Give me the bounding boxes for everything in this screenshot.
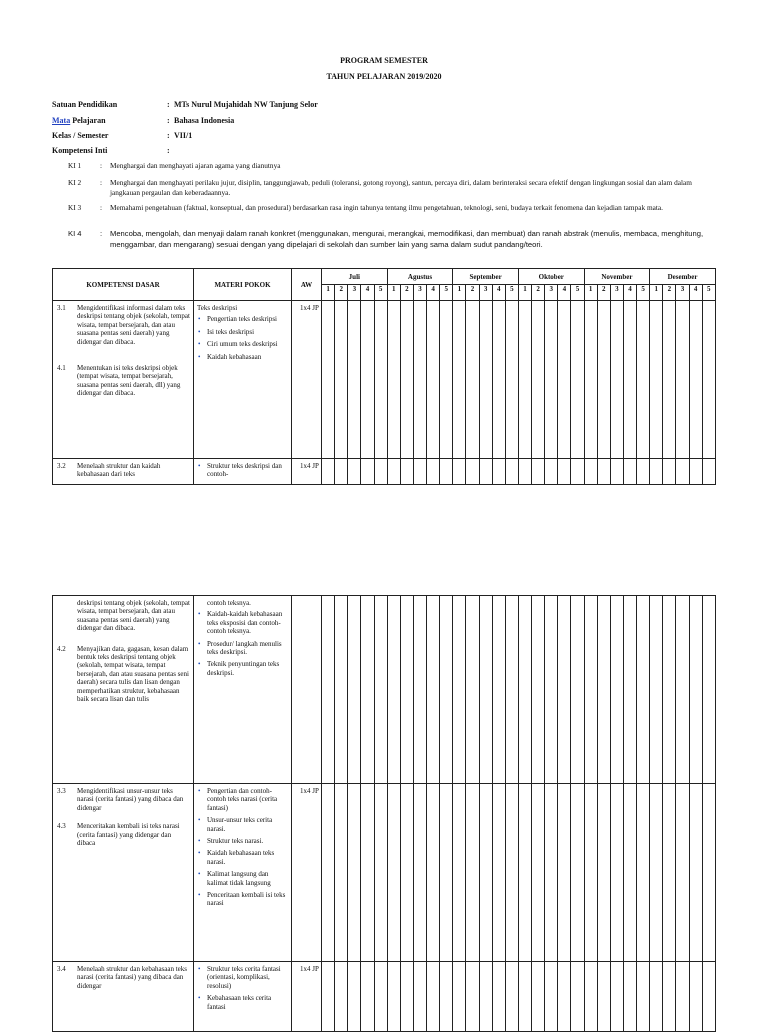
aw-cell	[292, 301, 322, 459]
week-number: 4	[623, 285, 636, 301]
week-number: 5	[374, 285, 387, 301]
materi-item: • Pengertian dan contoh-contoh teks narasi (cerita fantasi)	[207, 787, 289, 812]
week-number: 3	[348, 285, 361, 301]
aw-cell	[292, 962, 322, 1032]
kd-text: Menceritakan kembali isi teks narasi (cerita fantasi) yang didengar dan dibaca	[77, 822, 180, 848]
week-number: 5	[571, 285, 584, 301]
week-number: 1	[322, 285, 335, 301]
week-number: 4	[492, 285, 505, 301]
kd-text: Menyajikan data, gagasan, kesan dalam bentuk teks deskripsi tentang objek (sekolah, tempat wisata, tempat bersejarah, dan atau suasana pentas seni daerah) secara tulis dan lisan dengan memperhatikan struktur, kebahasaan baik secara lisan dan tulis	[77, 644, 189, 704]
ki-code: KI 1	[68, 161, 82, 170]
materi-cell	[194, 784, 292, 962]
ki-text: Menghargai dan menghayati perilaku jujur, disiplin, tanggungjawab, peduli (toleransi, gotong royong), santun, percaya diri, dalam berinteraksi secara efektif dengan lingkungan sosial dan alam dalam jangkauan pergaulan dan keberadaannya.	[110, 178, 692, 197]
week-number: 2	[335, 285, 348, 301]
ki-code: KI 2	[68, 178, 82, 187]
colon: :	[167, 116, 170, 125]
kd-text: Mengidentifikasi unsur-unsur teks narasi (cerita fantasi) yang dibaca dan didengar	[77, 787, 184, 812]
materi-cell	[194, 596, 292, 784]
ki-code: KI 4	[68, 229, 82, 238]
table-row	[53, 459, 716, 485]
identity-value: VII/1	[174, 131, 193, 140]
materi-continuation: contoh teksnya.	[207, 599, 251, 607]
kd-number: 3.3	[57, 787, 66, 795]
month-header: Oktober	[518, 269, 584, 285]
aw-value: 1x4 JP	[300, 965, 319, 973]
kd-cell	[53, 962, 194, 1032]
week-number: 1	[584, 285, 597, 301]
identity-label: Kompetensi Inti	[52, 146, 108, 155]
colon: :	[100, 178, 103, 187]
header-materi-pokok: MATERI POKOK	[194, 269, 292, 301]
mata-link[interactable]: Mata	[52, 116, 71, 125]
week-number: 3	[545, 285, 558, 301]
colon: :	[100, 229, 103, 238]
month-header: November	[584, 269, 650, 285]
kd-text: Menentukan isi teks deskripsi objek (tempat wisata, tempat bersejarah, suasana pentas seni daerah, dll) yang didengar dan dibaca.	[77, 364, 181, 398]
colon: :	[100, 161, 103, 170]
colon: :	[100, 203, 103, 212]
materi-item: • Kaidah kebahasaan teks narasi.	[207, 849, 289, 866]
identity-label-text: Pelajaran	[72, 116, 106, 125]
week-number: 5	[637, 285, 650, 301]
schedule-table-page1	[52, 268, 716, 485]
kd-number: 3.2	[57, 462, 66, 470]
week-number: 1	[650, 285, 663, 301]
kd-text: Menelaah struktur dan kaidah kebahasaan dari teks	[77, 462, 161, 479]
page-subtitle: TAHUN PELAJARAN 2019/2020	[326, 72, 442, 81]
week-number: 4	[689, 285, 702, 301]
kd-cell	[53, 301, 194, 459]
colon: :	[167, 146, 170, 155]
page-title: PROGRAM SEMESTER	[340, 56, 428, 65]
materi-cell	[194, 459, 292, 485]
materi-item: • Kebahasaan teks cerita fantasi	[207, 994, 289, 1011]
schedule-table-page2	[52, 595, 716, 1032]
identity-label: Satuan Pendidikan	[52, 100, 118, 109]
week-number: 3	[676, 285, 689, 301]
table-row	[53, 596, 716, 784]
week-number: 3	[610, 285, 623, 301]
ki-text: Menghargai dan menghayati ajaran agama yang dianutnya	[110, 161, 281, 170]
aw-cell	[292, 459, 322, 485]
identity-value: Bahasa Indonesia	[174, 116, 235, 125]
aw-cell	[292, 596, 322, 784]
month-header: September	[453, 269, 519, 285]
materi-item: • Kalimat langsung dan kalimat tidak langsung	[207, 870, 289, 887]
materi-item: • Teknik penyuntingan teks deskripsi.	[207, 660, 289, 677]
materi-item: • Prosedur/ langkah menulis teks deskripsi.	[207, 640, 289, 657]
materi-item: • Struktur teks cerita fantasi (orientasi, komplikasi, resolusi)	[207, 965, 289, 990]
kd-number: 4.1	[57, 364, 66, 373]
identity-label: Kelas / Semester	[52, 131, 109, 140]
month-header: Desember	[650, 269, 716, 285]
table-row	[53, 962, 716, 1032]
kd-number: 4.2	[57, 644, 66, 653]
week-number: 4	[427, 285, 440, 301]
materi-item: • Ciri umum teks deskripsi	[207, 340, 289, 348]
kd-number: 3.1	[57, 304, 66, 312]
materi-heading: Teks deskripsi	[197, 304, 238, 312]
week-number: 3	[413, 285, 426, 301]
week-number: 1	[518, 285, 531, 301]
materi-item: • Pengertian teks deskripsi	[207, 315, 289, 323]
week-number: 2	[466, 285, 479, 301]
aw-value: 1x4 JP	[300, 462, 319, 470]
kd-text: Mengidentifikasi informasi dalam teks deskripsi tentang objek (sekolah, tempat wisata, tempat bersejarah, dan atau suasana pentas seni daerah) yang didengar dan dibaca.	[77, 304, 190, 346]
kd-cell	[53, 596, 194, 784]
week-number: 5	[440, 285, 453, 301]
aw-cell	[292, 784, 322, 962]
materi-item: • Penceritaan kembali isi teks narasi	[207, 891, 289, 908]
aw-value: 1x4 JP	[300, 304, 319, 312]
materi-item: • Isi teks deskripsi	[207, 328, 289, 336]
kd-text: Menelaah struktur dan kebahasaan teks narasi (cerita fantasi) yang dibaca dan didengar	[77, 965, 188, 990]
materi-item: • Kaidah kebahasaan	[207, 353, 289, 361]
week-number: 5	[505, 285, 518, 301]
materi-cell	[194, 962, 292, 1032]
week-number: 5	[702, 285, 715, 301]
table-row	[53, 301, 716, 459]
week-number: 2	[663, 285, 676, 301]
materi-item: • Unsur-unsur teks cerita narasi.	[207, 816, 289, 833]
week-number: 1	[387, 285, 400, 301]
colon: :	[167, 131, 170, 140]
ki-code: KI 3	[68, 203, 82, 212]
materi-item: • Struktur teks narasi.	[207, 837, 289, 845]
ki-text: Mencoba, mengolah, dan menyaji dalam ranah konkret (menggunakan, mengurai, merangkai, memodifikasi, dan membuat) dan ranah abstrak (menulis, membaca, menghitung, menggambar, dan mengarang) sesuai dengan yang dipelajari di sekolah dan sumber lain yang sama dalam sudut pandang/teori.	[110, 229, 704, 249]
materi-item: • Struktur teks deskripsi dan contoh-	[207, 462, 289, 479]
aw-value: 1x4 JP	[300, 787, 319, 795]
kd-text: deskripsi tentang objek (sekolah, tempat wisata, tempat bersejarah, dan atau suasana pentas seni daerah) yang didengar dan dibaca.	[77, 599, 190, 633]
colon: :	[167, 100, 170, 109]
header-kompetensi-dasar: KOMPETENSI DASAR	[53, 269, 194, 301]
month-header: Juli	[322, 269, 388, 285]
table-row	[53, 784, 716, 962]
week-number: 2	[532, 285, 545, 301]
month-header: Agustus	[387, 269, 453, 285]
kd-cell	[53, 459, 194, 485]
week-number: 4	[361, 285, 374, 301]
materi-item: • Kaidah-kaidah kebahasaan teks eksposisi dan contoh-contoh teksnya.	[207, 610, 289, 635]
identity-value: MTs Nurul Mujahidah NW Tanjung Selor	[174, 100, 318, 109]
kd-number: 3.4	[57, 965, 66, 973]
kd-number: 4.3	[57, 822, 66, 831]
week-number: 3	[479, 285, 492, 301]
week-number: 2	[400, 285, 413, 301]
week-number: 1	[453, 285, 466, 301]
week-number: 4	[558, 285, 571, 301]
kd-cell	[53, 784, 194, 962]
header-aw: AW	[292, 269, 322, 301]
materi-cell	[194, 301, 292, 459]
ki-text: Memahami pengetahuan (faktual, konseptual, dan prosedural) berdasarkan rasa ingin tahunya tentang ilmu pengetahuan, teknologi, seni, budaya terkait fenomena dan kejadian tampak mata.	[110, 203, 663, 212]
identity-label	[52, 116, 167, 125]
week-number: 2	[597, 285, 610, 301]
